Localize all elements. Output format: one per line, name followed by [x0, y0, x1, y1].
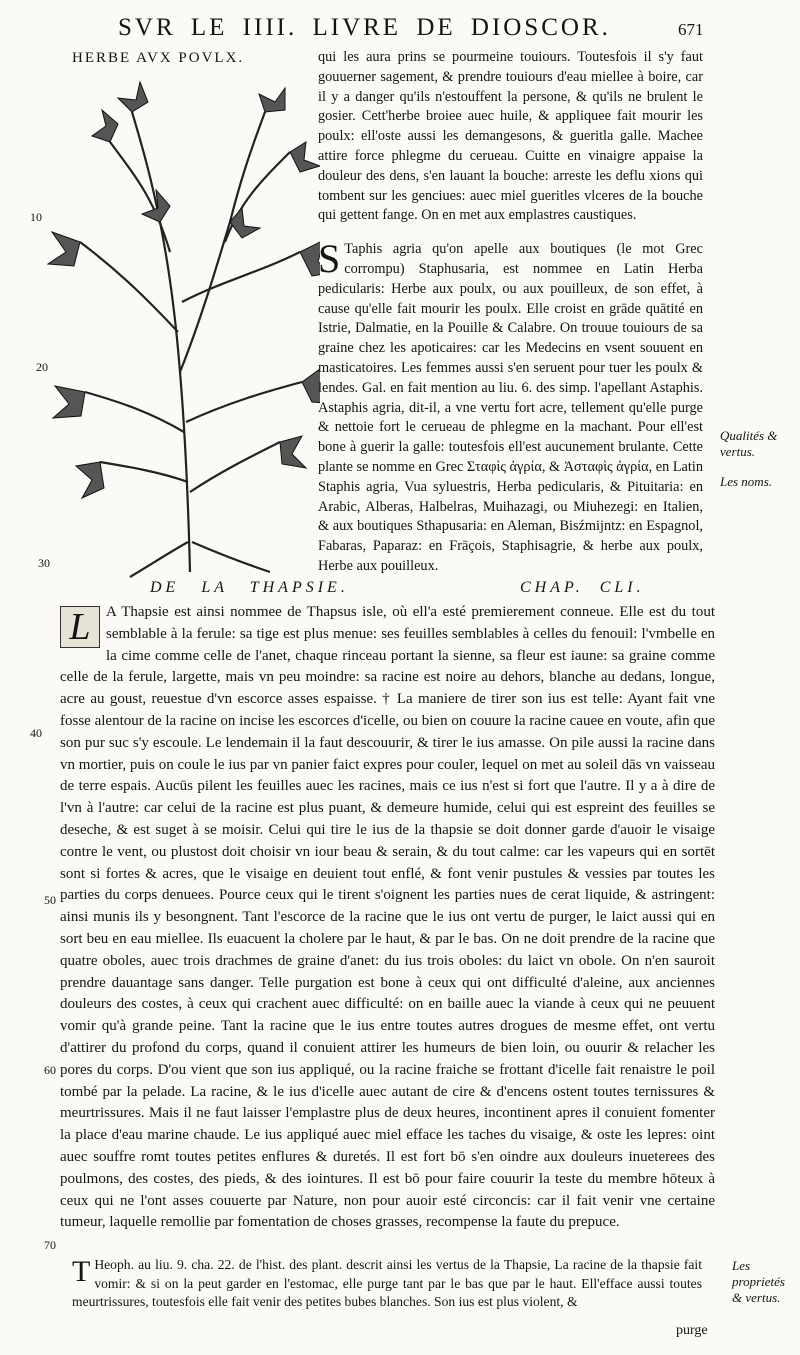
line-number: 40: [30, 726, 42, 740]
catchword: purge: [676, 1323, 708, 1338]
thapsie-main-text: [60, 602, 715, 1234]
commentary-paragraph: T Heoph. au liu. 9. cha. 22. de l'hist. des plant. descrit ainsi les vertus de la Thapsie, La racine de la thapsie fait vomir: & si on la peut garder en l'estomac, elle purge tant par le bas que par le haut. Ell'efface aussi toutes meurtrissures, toutesfois elle fait venir des petites bubes blanches. Son ius est plus violent, &: [72, 1255, 702, 1309]
thapsie-paragraph: L A Thapsie est ainsi nommee de Thapsus isle, où ell'a esté premierement conneue. Elle est du tout semblable à la ferule: sa tige est plus menue: ses feuilles semblables à celles du fenouil: l'vmbelle en la cime comme celle de l'anet, chaque rinceau portant la sienne, sa fleur est iaune: sa graine comme celle de la ferule, largette, mais vn peu moindre: sa racine est noire au dehors, blanche au dedans, longue, acre au goust, reuestue d'vn escorce asses espaisse. † La maniere de tirer son ius est telle: Ayant fait vne fosse alentour de la racine on incise les escorces d'icelle, ou bien on couure la racine cauee en voute, afin que son pur suc s'y escoule. Le lendemain il la faut descouurir, & tirer le ius amasse. On pile aussi la racine dans vn mortier, puis on coule le ius par vn panier faict expres pour couler, lequel on met au soleil dās vn vaisseau de terre espais. Aucūs pilent les feuilles auec les racines, mais ce ius n'est si fort que l'autre. Il y a à dire de l'vn à l'autre: car celui de la racine est plus puant, & demeure humide, celui qui est espreint des feuilles se deseche, & est suget à se moisir. Celui qui tire le ius de la thapsie se doit donner garde d'auoir le visaige contre le vent, ou plustost doit choisir vn iour beau & serain, & du tout calme: car les vapeurs qui en sortēt sont si fortes & acres, que le visaige en deuient tout enflé, & font venir pustules & vessies par toutes les parties du corps denuees. Pource ceux qui le tirent s'oignent les parties nues de cerat liquide, & astringent: ainsi munis ils y besongnent. Tant l'escorce de la racine que le ius ont vertu de purger, le laict aussi qui en sort beu en eau miellee. Ils euacuent la cholere par le haut, & par le bas. On ne doit prendre de la racine que quatre oboles, auec trois drachmes de graine d'anet: du ius trois oboles: du laict vn obole. On n'en sauroit prendre dauantage sans danger. Telle purgation est bone à ceux qui ont difficulté d'aleine, aux anciennes douleurs des costes, à ceux qui crachent auec difficulté: on en baille auec la viande à ceux qui ne peuuent vomir qu'à grande peine. Tant la racine que le ius entre toutes autres drogues de mesme effet, ont vertu d'attirer du profond du corps, quand il conuient attirer les humeurs de bien loin, ou ouurir & relacher les pores du corps. D'ou vient que son ius appliqué, ou la racine fraiche se frottant d'icelle fait renaistre le poil tombé par la pelade. La racine, & le ius d'icelle auec autant de cire & d'encens ostent toutes ternissures & meurtrissures. Mais il ne faut laisser l'emplastre plus de deux heures, incontinent apres il conuient fomenter la place d'eau marine chaude. Le ius appliqué auec miel efface les taches du visaige, & oste les lepres: oint auec souffre romt toutes petites enflures & duretés. Il est fort bō s'en oindre aux douleurs inueterees des poulmons, des costes, des pieds, & des iointures. Il est bō pour faire couurir la teste du membre hōteux à ceux qui ne l'ont asses couuerte par Nature, non pour auoir esté circoncis: car il fait venir vne certaine tumeur, laquelle remollie par fomentation de choses grasses, recompense la faute du prepuce.: [60, 604, 715, 1231]
margin-note-proprietes: Les proprietés & vertus.: [732, 1258, 785, 1305]
line-number: 20: [36, 360, 48, 374]
line-number: 30: [38, 556, 50, 570]
running-head: SVR LE IIII. LIVRE DE DIOSCOR.: [118, 14, 611, 41]
ornamental-initial: L: [60, 606, 100, 648]
initial-letter: T: [72, 1255, 91, 1288]
commentary-text: [72, 1256, 702, 1312]
margin-note-noms: Les noms.: [720, 474, 773, 489]
staphisagria-names-paragraph: S Taphis agria qu'on apelle aux boutiques (le mot Grec corrompu) Staphusaria, est nommee en Latin Herba pedicularis: Herbe aux poulx, ou aux pouilleux, de son effet, à cause qu'elle fait mourir les poulx. Elle croist en grāde quātité en Istrie, Dalmatie, en la Pouille & Calabre. On trouue touiours de sa graine chez les apoticaires: car les Medecins en vsent souuent en masticatoires. Les femmes aussi s'en seruent pour tuer les poulx & lendes. Gal. en fait mention au liu. 6. des simp. l'apellant Astaphis. Astaphis agria, dit-il, a vne vertu fort acre, tellement qu'elle purge & nettoie fort le cerueau de phlegme en la machant. Pour ell'est bone à guerir la galle: toutesfois ell'est aucunement brulante. Cette plante se nomme en Grec Σταφὶς ἀγρία, & Ἀσταφὶς ἀγρία, en Latin Staphis agria, Vua syluestris, Herba pedicularis, & Pituitaria: en Arabic, Alberas, Halbelras, Muihazagi, ou Miuhezegi: en Italien, & aux boutiques Sthapusaria: en Aleman, Bisźmijntz: en Espagnol, Fabaras, Paparaz: en Frāçois, Staphisagrie, & herbe aux poulx, Herbe aux pouilleux.: [318, 236, 703, 574]
woodcut-plant-illustration: [40, 72, 320, 580]
initial-letter: S: [318, 236, 341, 282]
line-number: 60: [44, 1063, 56, 1077]
chapter-number: CHAP. CLI.: [520, 579, 645, 596]
figure-caption: HERBE AVX POVLX.: [72, 50, 245, 66]
page-number: 671: [678, 20, 704, 39]
margin-note-qualites: Qualités & vertus.: [720, 428, 778, 459]
staphisagria-paragraph: qui les aura prins se pourmeine touiours. Toutesfois il s'y faut gouuerner sagement, & prendre touiours d'eau miellee à boire, car il y a danger qu'ils n'estouffent la persone, & qu'ils ne brulent le gosier. Cett'herbe broiee auec huile, & appliquee fait mourir les poulx: ell'oste aussi les demangesons, & gueritla galle. Machee attire force phlegme du cerueau. Cuitte en vinaigre appaise la douleur des dens, s'en lauant la bouche: arreste les deflu xions qui tombent sur les genciues: auec miel gueritles vlceres de la bouche qui gettent fange. On en met aux emplastres caustiques.: [318, 49, 703, 224]
line-number: 50: [44, 893, 56, 907]
line-number: 10: [30, 210, 42, 224]
chapter-title: DE LA THAPSIE.: [150, 579, 349, 596]
staphisagria-text: [318, 48, 703, 577]
line-number: 70: [44, 1238, 56, 1252]
